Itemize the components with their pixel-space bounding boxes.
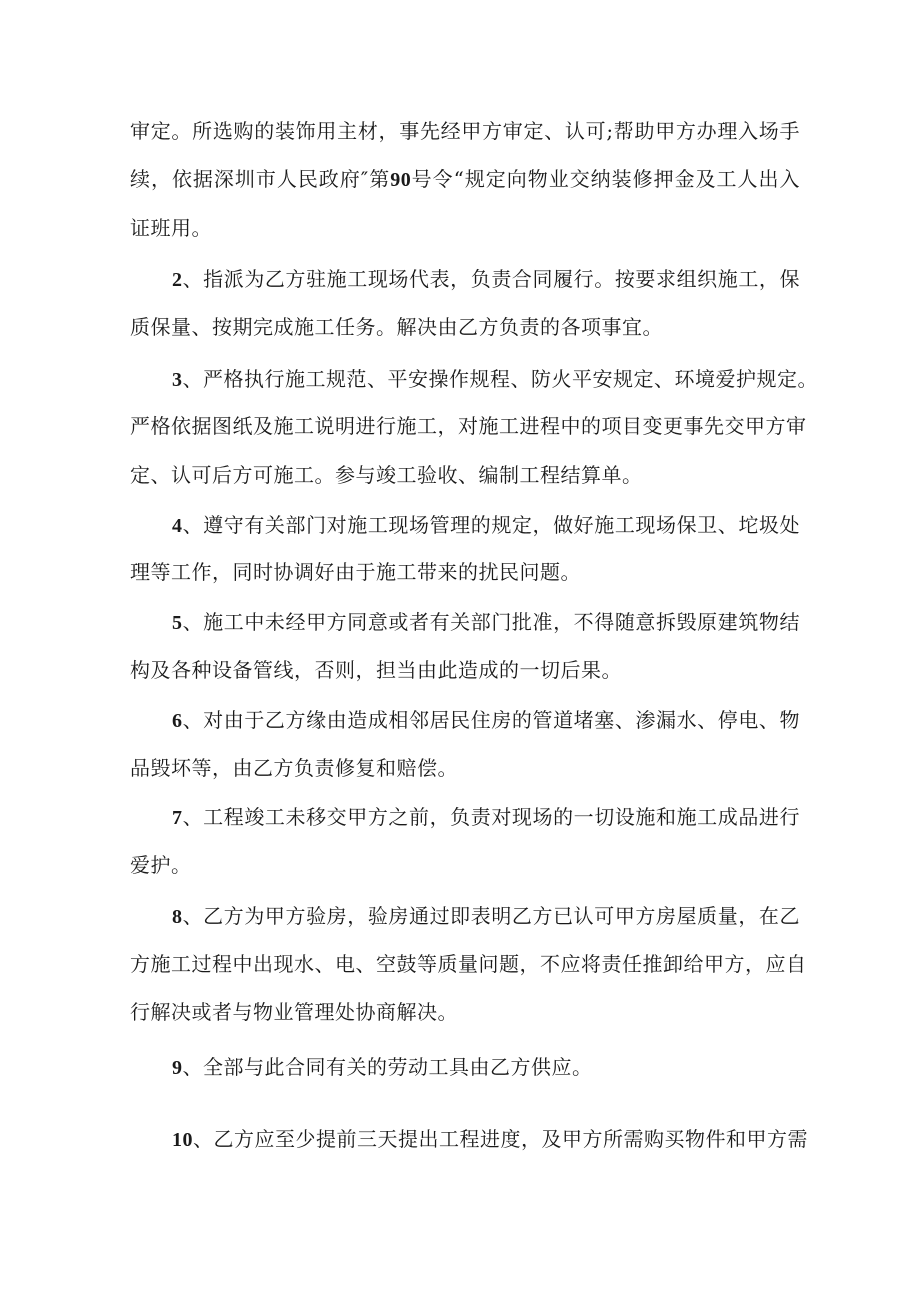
item-4-line-2: 理等工作，同时协调好由于施工带来的扰民问题。 bbox=[130, 560, 581, 584]
item-7-line-2: 爱护。 bbox=[130, 853, 192, 877]
item-number: 9 bbox=[172, 1057, 183, 1079]
item-5-line-1: 5、施工中未经甲方同意或者有关部门批准，不得随意拆毁原建筑物结 bbox=[172, 610, 800, 634]
item-8-line-3: 行解决或者与物业管理处协商解决。 bbox=[130, 1000, 458, 1024]
item-number: 5 bbox=[172, 612, 183, 634]
item-4-line-1: 4、遵守有关部门对施工现场管理的规定，做好施工现场保卫、坨圾处 bbox=[172, 513, 800, 537]
item-7-line-1: 7、工程竣工未移交甲方之前，负责对现场的一切设施和施工成品进行 bbox=[172, 805, 800, 829]
intro-line-1: 审定。所选购的装饰用主材，事先经甲方审定、认可;帮助甲方办理入场手 bbox=[130, 119, 800, 143]
item-number: 7 bbox=[172, 807, 183, 829]
item-6-line-1: 6、对由于乙方缘由造成相邻居民住房的管道堵塞、渗漏水、停电、物 bbox=[172, 708, 800, 732]
item-8-line-2: 方施工过程中出现水、电、空鼓等质量问题，不应将责任推卸给甲方，应自 bbox=[130, 952, 807, 976]
item-number: 3 bbox=[172, 369, 183, 391]
item-2-line-2: 质保量、按期完成施工任务。解决由乙方负责的各项事宜。 bbox=[130, 315, 663, 339]
item-3-line-1: 3、严格执行施工规范、平安操作规程、防火平安规定、环境爱护规定。 bbox=[172, 367, 818, 391]
item-number: 8 bbox=[172, 906, 183, 928]
intro-line-2: 续，依据深圳市人民政府″第90号令“规定向物业交纳装修押金及工人出入 bbox=[130, 167, 800, 191]
item-number: 4 bbox=[172, 515, 183, 537]
item-6-line-2: 品毁坏等，由乙方负责修复和赔偿。 bbox=[130, 756, 458, 780]
intro-line-3: 证班用。 bbox=[130, 216, 212, 240]
item-3-line-2: 严格依据图纸及施工说明进行施工，对施工进程中的项目变更事先交甲方审 bbox=[130, 414, 807, 438]
item-3-line-3: 定、认可后方可施工。参与竣工验收、编制工程结算单。 bbox=[130, 463, 643, 487]
decree-number: 90 bbox=[390, 169, 412, 191]
item-5-line-2: 构及各种设备管线，否则，担当由此造成的一切后果。 bbox=[130, 658, 622, 682]
item-9-line-1: 9、全部与此合同有关的劳动工具由乙方供应。 bbox=[172, 1055, 593, 1079]
item-number: 10 bbox=[172, 1129, 193, 1151]
item-8-line-1: 8、乙方为甲方验房，验房通过即表明乙方已认可甲方房屋质量，在乙 bbox=[172, 904, 800, 928]
item-number: 2 bbox=[172, 269, 183, 291]
item-2-line-1: 2、指派为乙方驻施工现场代表，负责合同履行。按要求组织施工，保 bbox=[172, 267, 800, 291]
item-10-line-1: 10、乙方应至少提前三天提出工程进度，及甲方所需购买物件和甲方需 bbox=[172, 1127, 808, 1151]
item-number: 6 bbox=[172, 710, 183, 732]
